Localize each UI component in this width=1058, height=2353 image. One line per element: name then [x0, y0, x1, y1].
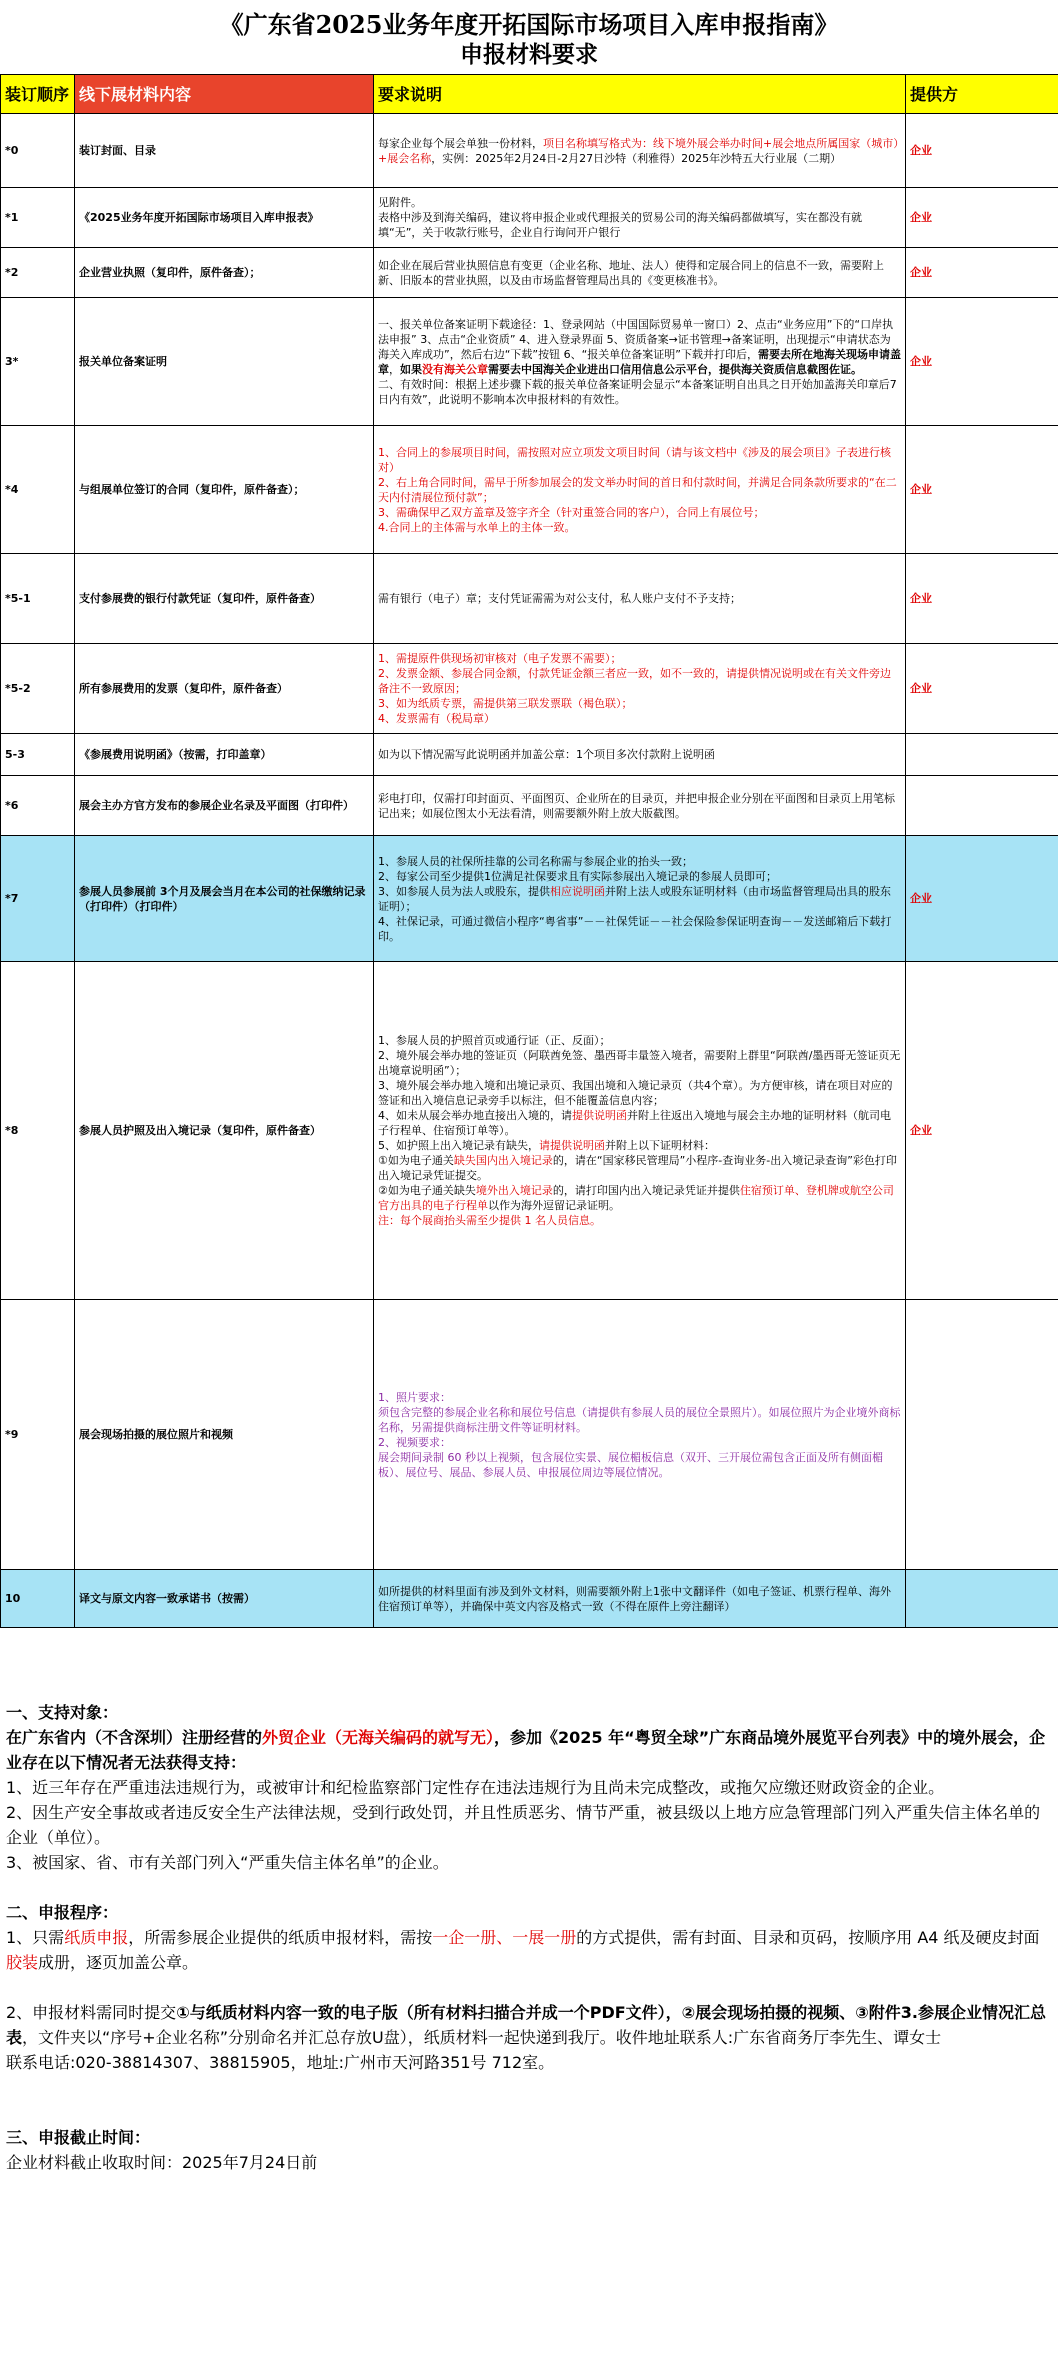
- requirement-line: [378, 1390, 901, 1405]
- requirement-text: 3、如为纸质专票，需提供第三联发票联（褐色联）；: [378, 697, 633, 710]
- procedure-text: 一企一册、一展一册: [432, 1928, 577, 1947]
- requirement-cell: [374, 426, 906, 554]
- requirement-text: 如企业在展后营业执照信息有变更（企业名称、地址、法人）使得和定展合同上的信息不一致，需要附上新、旧版本的营业执照，以及由市场监督管理局出具的《变更核准书》。: [378, 258, 884, 287]
- provider-cell: [906, 1300, 1058, 1570]
- procedure-text: ，所需参展企业提供的纸质申报材料，需按: [128, 1928, 433, 1947]
- requirement-cell: [374, 836, 906, 962]
- section-support-item-1: 1、近三年存在严重违法违规行为，或被审计和纪检监察部门定性存在违法违规行为且尚未完成整改，或拖欠应缴还财政资金的企业。: [6, 1778, 945, 1797]
- requirement-cell: [374, 1570, 906, 1628]
- table-row: [1, 114, 1058, 188]
- requirement-line: [378, 1048, 901, 1078]
- requirement-text: 2、视频要求：: [378, 1435, 451, 1449]
- requirement-text: 1、参展人员的社保所挂靠的公司名称需与参展企业的抬头一致；: [378, 854, 693, 868]
- procedure-text: 2、申报材料需同时提交: [6, 2003, 177, 2022]
- requirement-text: 2、发票金额、参展合同金额，付款凭证金额三者应一致，如不一致的，请提供情况说明或在有关文件旁边备注不一致原因；: [378, 667, 891, 695]
- requirement-text: 如为以下情况需写此说明函并加盖公章：1个项目多次付款附上说明函: [378, 748, 715, 761]
- requirement-text: 需要去所在地海关现场申请盖章: [378, 347, 901, 376]
- requirement-line: [378, 317, 901, 377]
- requirement-text: 1、参展人员的护照首页或通行证（正、反面）；: [378, 1034, 611, 1047]
- procedure-text: 纸质申报: [64, 1928, 129, 1947]
- requirement-text: 境外出入境记录: [475, 1184, 553, 1197]
- requirement-text: ，实例：2025年2月24日-2月27日沙特（利雅得）2025年沙特五大行业展（二期）: [431, 151, 842, 165]
- provider-cell: 企业: [906, 962, 1058, 1300]
- requirement-line: [378, 195, 901, 210]
- order-cell: *8: [1, 962, 75, 1300]
- header-order: 装订顺序: [1, 75, 75, 114]
- requirement-line: [378, 210, 901, 240]
- requirement-text: 相应说明函: [550, 884, 605, 898]
- requirement-line: [378, 1078, 901, 1108]
- requirement-text: 彩电打印，仅需打印封面页、平面图页、企业所在的目录页，并把申报企业分别在平面图和目录页上用笔标记出来；如展位图太小无法看清，则需要额外附上放大版截图。: [378, 791, 895, 820]
- requirement-cell: [374, 644, 906, 734]
- requirement-text: 3、境外展会举办地入境和出境记录页、我国出境和入境记录页（共4个章）。为方便审核，请在项目对应的签证和出入境信息记录旁手以标注，但不能覆盖信息内容；: [378, 1079, 893, 1107]
- material-cell: 译文与原文内容一致承诺书（按需）: [75, 1570, 374, 1628]
- requirement-text: 缺失国内出入境记录: [453, 1154, 553, 1167]
- section-deadline-title: 三、申报截止时间：: [6, 2128, 151, 2147]
- requirement-text: 2、境外展会举办地的签证页（阿联酋免签、墨西哥丰量签入境者，需要附上群里“阿联酋/墨西哥无签证页无出境章说明函”）；: [378, 1049, 901, 1077]
- requirement-text: 住宿预订单、登机牌或航空公司官方出具的电子行程单: [378, 1184, 894, 1212]
- section-procedure-p1: [6, 1925, 1052, 1975]
- order-cell: 10: [1, 1570, 75, 1628]
- requirement-line: [378, 377, 901, 407]
- requirement-cell: [374, 1300, 906, 1570]
- page-header: [0, 0, 1058, 70]
- requirement-text: 需有银行（电子）章；支付凭证需需为对公支付，私人账户支付不予支持；: [378, 592, 741, 605]
- order-cell: *9: [1, 1300, 75, 1570]
- requirement-text: 并附上以下证明材料：: [605, 1139, 715, 1152]
- order-cell: *6: [1, 776, 75, 836]
- provider-cell: [906, 776, 1058, 836]
- procedure-text: 胶装: [6, 1953, 39, 1972]
- header-requirement: 要求说明: [374, 75, 906, 114]
- requirement-line: [378, 854, 901, 869]
- table-row: [1, 644, 1058, 734]
- material-cell: 企业营业执照（复印件，原件备查）；: [75, 248, 374, 298]
- requirement-line: [378, 1450, 901, 1480]
- requirement-line: [378, 666, 901, 696]
- section-procedure-title: 二、申报程序：: [6, 1903, 119, 1922]
- requirement-text: 的，请打印国内出入境记录凭证并提供: [552, 1184, 740, 1197]
- order-cell: *0: [1, 114, 75, 188]
- requirement-line: [378, 258, 901, 288]
- requirement-text: 4、如未从展会举办地直接出入境的，请: [378, 1109, 572, 1122]
- requirement-text: 1、照片要求：: [378, 1390, 451, 1404]
- requirement-line: [378, 791, 901, 821]
- requirement-text: 见附件。: [378, 196, 422, 209]
- procedure-text: ，文件夹以“序号+企业名称”分别命名并汇总存放U盘），纸质材料一起快递到我厅。收件地址联系人:广东省商务厅李先生、谭女士: [22, 2028, 942, 2047]
- section-deadline-text: 企业材料截止收取时间：2025年7月24日前: [6, 2153, 318, 2172]
- requirement-line: [378, 1108, 901, 1138]
- material-cell: 展会现场拍摄的展位照片和视频: [75, 1300, 374, 1570]
- requirement-text: 项目名称填写格式为：线下境外展会举办时间+展会地点所属国家（城市）+展会名称: [378, 136, 899, 165]
- requirement-text: 4.合同上的主体需与水单上的主体一致。: [378, 520, 576, 534]
- material-cell: 支付参展费的银行付款凭证（复印件，原件备查）: [75, 554, 374, 644]
- provider-cell: 企业: [906, 114, 1058, 188]
- requirement-text: 的，请在“国家移民管理局”小程序-查询业务-出入境记录查询”彩色打印出入境记录凭证提交。: [378, 1154, 897, 1182]
- requirement-text: 需要去中国海关企业进出口信用信息公示平台，提供海关资质信息截图佐证。: [488, 362, 862, 376]
- requirement-cell: [374, 248, 906, 298]
- requirement-cell: [374, 114, 906, 188]
- order-cell: *5-2: [1, 644, 75, 734]
- requirement-text: 提供说明函: [572, 1109, 627, 1122]
- provider-cell: 企业: [906, 188, 1058, 248]
- section-support-item-2: 2、因生产安全事故或者违反安全生产法律法规，受到行政处罚，并且性质恶劣、情节严重，被县级以上地方应急管理部门列入严重失信主体名单的企业（单位）。: [6, 1803, 1041, 1847]
- requirement-text: 每家企业每个展会单独一份材料，: [378, 136, 543, 150]
- table-header-row: [1, 75, 1058, 114]
- requirement-cell: [374, 962, 906, 1300]
- requirement-text: 4、社保记录，可通过微信小程序“粤省事”－－社保凭证－－社会保险参保证明查询－－发送邮箱后下载打印。: [378, 914, 892, 943]
- material-cell: 与组展单位签订的合同（复印件，原件备查）；: [75, 426, 374, 554]
- requirement-text: 请提供说明函: [539, 1139, 605, 1152]
- section-support-item-3: 3、被国家、省、市有关部门列入“严重失信主体名单”的企业。: [6, 1853, 449, 1872]
- order-cell: 3*: [1, 298, 75, 426]
- requirement-line: [378, 136, 901, 166]
- requirement-cell: [374, 776, 906, 836]
- requirement-line: [378, 1153, 901, 1183]
- requirement-line: [378, 1138, 901, 1153]
- table-row: [1, 298, 1058, 426]
- requirement-cell: [374, 554, 906, 644]
- table-row: [1, 1300, 1058, 1570]
- header-provider: 提供方: [906, 75, 1058, 114]
- requirement-line: [378, 747, 901, 762]
- requirement-line: [378, 1405, 901, 1435]
- section-procedure-p2: [6, 2000, 1052, 2050]
- page-subtitle: 申报材料要求: [460, 41, 598, 68]
- requirement-text: 1、合同上的参展项目时间，需按照对应立项发文项目时间（请与该文档中《涉及的展会项目》子表进行核对）: [378, 445, 891, 474]
- material-cell: 《2025业务年度开拓国际市场项目入库申报表》: [75, 188, 374, 248]
- order-cell: *4: [1, 426, 75, 554]
- requirement-cell: [374, 298, 906, 426]
- table-row: [1, 734, 1058, 776]
- requirement-line: [378, 475, 901, 505]
- provider-cell: [906, 1570, 1058, 1628]
- notes-section: [6, 1700, 1052, 2175]
- intro-text: ，参加《2025 年“粤贸全球”广东商品境外展览平台列表》中的境外展会，企业存在以下情况者无法获得支持：: [6, 1728, 1046, 1772]
- requirement-text: ，: [389, 362, 400, 376]
- requirement-line: [378, 591, 901, 606]
- requirement-text: ①如为电子通关: [378, 1154, 454, 1167]
- order-cell: 5-3: [1, 734, 75, 776]
- order-cell: *7: [1, 836, 75, 962]
- table-row: [1, 554, 1058, 644]
- requirement-line: [378, 1435, 901, 1450]
- table-row: [1, 836, 1058, 962]
- requirement-line: [378, 1584, 901, 1614]
- requirement-text: 4、发票需有（税局章）: [378, 712, 495, 725]
- table-row: [1, 248, 1058, 298]
- requirement-line: [378, 869, 901, 884]
- table-row: [1, 962, 1058, 1300]
- material-cell: 展会主办方官方发布的参展企业名录及平面图（打印件）: [75, 776, 374, 836]
- procedure-text: 的方式提供，需有封面、目录和页码，按顺序用 A4 纸及硬皮封面: [576, 1928, 1040, 1947]
- requirement-text: 2、每家公司至少提供1位满足社保要求且有实际参展出入境记录的参展人员即可；: [378, 869, 777, 883]
- provider-cell: [906, 734, 1058, 776]
- section-procedure-contact: 联系电话:020-38814307、38815905，地址:广州市天河路351号 712室。: [6, 2053, 555, 2072]
- requirement-text: 注：每个展商抬头需至少提供 1 名人员信息。: [378, 1214, 601, 1227]
- provider-cell: 企业: [906, 554, 1058, 644]
- requirement-text: 一、报关单位备案证明下载途径：1、登录网站（中国国际贸易单一窗口）2、点击“业务应用”下的“口岸执法申报” 3、点击“企业资质” 4、进入登录界面 5、资质备案→证书管理→备案证明，出现提示“申请状态为海关入库成功”，然后右边“下载”按钮 6、“报关单位备案证明”下载并打印后，: [378, 317, 894, 361]
- requirement-text: 如果: [400, 362, 422, 376]
- requirement-line: [378, 1183, 901, 1213]
- intro-text: 外贸企业（无海关编码的就写无）: [262, 1728, 495, 1747]
- requirement-line: [378, 1033, 901, 1048]
- provider-cell: 企业: [906, 248, 1058, 298]
- requirement-line: [378, 1213, 901, 1228]
- requirement-text: 2、右上角合同时间，需早于所参加展会的发文举办时间的首日和付款时间，并满足合同条款所要求的“在二天内付清展位预付款”；: [378, 475, 897, 504]
- requirement-line: [378, 696, 901, 711]
- material-cell: 《参展费用说明函》（按需，打印盖章）: [75, 734, 374, 776]
- requirement-text: ②如为电子通关缺失: [378, 1184, 476, 1197]
- requirement-line: [378, 445, 901, 475]
- page-title: 《广东省2025业务年度开拓国际市场项目入库申报指南》: [219, 10, 839, 39]
- requirement-line: [378, 884, 901, 914]
- material-cell: 装订封面、目录: [75, 114, 374, 188]
- procedure-text: ①与纸质材料内容一致的电子版（所有材料扫描合并成一个PDF文件），②展会现场拍摄的视频、③附件3.参展企业情况汇总表: [6, 2003, 1046, 2047]
- requirement-cell: [374, 734, 906, 776]
- section-support-intro: [6, 1725, 1052, 1775]
- section-support-title: 一、支持对象：: [6, 1703, 119, 1722]
- table-row: [1, 776, 1058, 836]
- table-row: [1, 426, 1058, 554]
- requirement-line: [378, 651, 901, 666]
- material-cell: 报关单位备案证明: [75, 298, 374, 426]
- requirements-table: [0, 74, 1058, 1628]
- header-material: 线下展材料内容: [75, 75, 374, 114]
- requirement-text: 没有海关公章: [422, 362, 488, 376]
- requirement-text: 5、如护照上出入境记录有缺失，: [378, 1139, 539, 1152]
- order-cell: *2: [1, 248, 75, 298]
- procedure-text: 成册，逐页加盖公章。: [38, 1953, 199, 1972]
- material-cell: 参展人员参展前 3个月及展会当月在本公司的社保缴纳记录（打印件）（打印件）: [75, 836, 374, 962]
- requirement-text: 1、需提原件供现场初审核对（电子发票不需要）；: [378, 652, 622, 665]
- material-cell: 参展人员护照及出入境记录（复印件，原件备查）: [75, 962, 374, 1300]
- requirement-line: [378, 914, 901, 944]
- provider-cell: 企业: [906, 426, 1058, 554]
- requirement-text: 3、需确保甲乙双方盖章及签字齐全（针对重签合同的客户），合同上有展位号；: [378, 505, 765, 519]
- intro-text: 在广东省内（不含深圳）注册经营的: [6, 1728, 263, 1747]
- order-cell: *5-1: [1, 554, 75, 644]
- requirement-text: 表格中涉及到海关编码，建议将申报企业或代理报关的贸易公司的海关编码都做填写，实在都没有就填“无”，关于收款行账号，企业自行询问开户银行: [378, 211, 862, 239]
- requirement-cell: [374, 188, 906, 248]
- requirement-text: 二、有效时间：根据上述步骤下载的报关单位备案证明会显示“本备案证明自出具之日开始加盖海关印章后7日内有效”，此说明不影响本次申报材料的有效性。: [378, 377, 897, 406]
- requirement-line: [378, 520, 901, 535]
- requirement-text: 如所提供的材料里面有涉及到外文材料，则需要额外附上1张中文翻译件（如电子签证、机票行程单、海外住宿预订单等），并确保中英文内容及格式一致（不得在原件上旁注翻译）: [378, 1584, 891, 1613]
- provider-cell: 企业: [906, 836, 1058, 962]
- table-row: [1, 188, 1058, 248]
- requirement-text: 以作为海外逗留记录证明。: [488, 1199, 620, 1212]
- provider-cell: 企业: [906, 644, 1058, 734]
- requirement-text: 并附上往返出入境地与展会主办地的证明材料（航司电子行程单、住宿预订单等）。: [378, 1109, 891, 1137]
- requirement-line: [378, 505, 901, 520]
- requirement-text: 展会期间录制 60 秒以上视频，包含展位实景、展位楣板信息（双开、三开展位需包含正面及所有侧面楣板）、展位号、展品、参展人员、申报展位周边等展位情况。: [378, 1450, 883, 1479]
- material-cell: 所有参展费用的发票（复印件，原件备查）: [75, 644, 374, 734]
- requirement-text: 并附上法人或股东证明材料（由市场监督管理局出具的股东证明）；: [378, 884, 891, 913]
- procedure-text: 1、只需: [6, 1928, 65, 1947]
- requirement-line: [378, 711, 901, 726]
- order-cell: *1: [1, 188, 75, 248]
- requirement-text: 3、如参展人员为法人或股东，提供: [378, 884, 550, 898]
- table-row: [1, 1570, 1058, 1628]
- provider-cell: 企业: [906, 298, 1058, 426]
- requirement-text: 须包含完整的参展企业名称和展位号信息（请提供有参展人员的展位全景照片）。如展位照片为企业境外商标名称，另需提供商标注册文件等证明材料。: [378, 1405, 901, 1434]
